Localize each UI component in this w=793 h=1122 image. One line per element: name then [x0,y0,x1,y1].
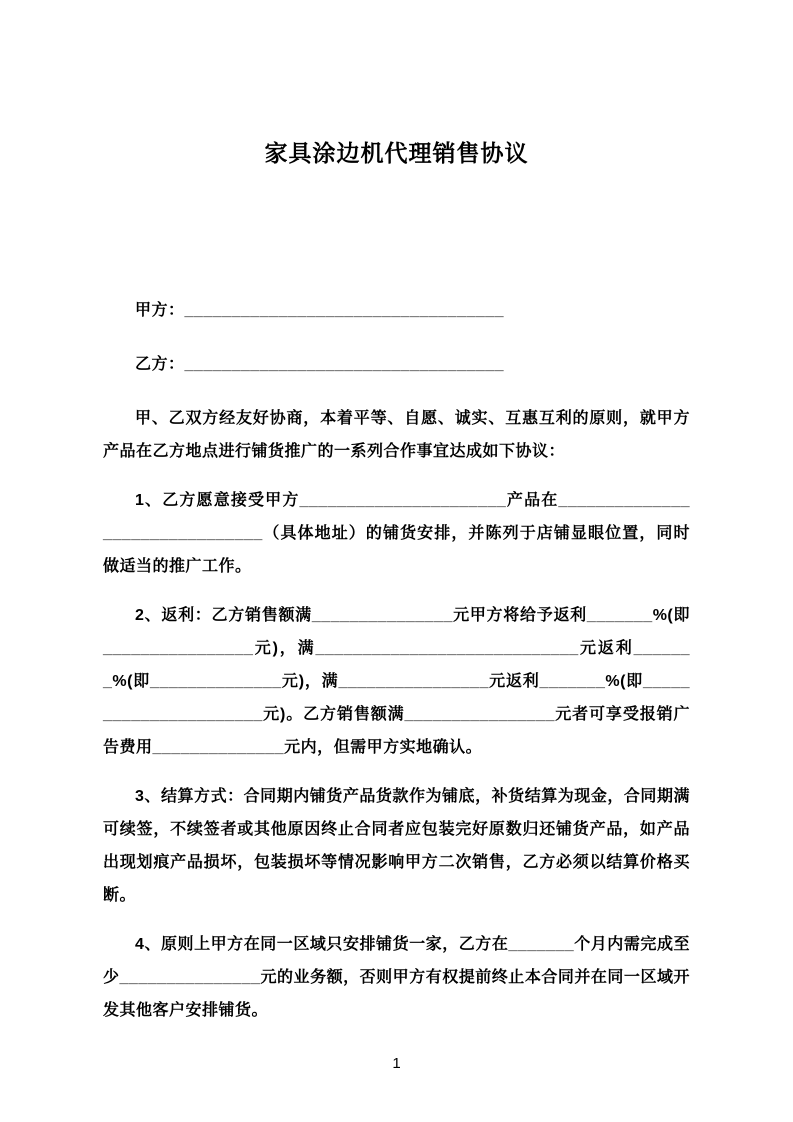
clause-1: 1、乙方愿意接受甲方______________________产品在_______________________________（具体地址）的铺货安排，并陈列于店铺显眼位置，同时做适当的推广工作。 [103,492,690,575]
clause-4: 4、原则上甲方在同一区域只安排铺货一家，乙方在_______个月内需完成至少_______________元的业务额，否则甲方有权提前终止本合同并在同一区域开发其他客户安排铺货。 [103,936,690,1019]
party-a-blank: __________________________________ [184,302,505,319]
document-title: 家具涂边机代理销售协议 [264,140,529,166]
clause-2: 2、返利：乙方销售额满_______________元甲方将给予返利_______%(即________________元)，满____________________________元返利_______%(即______________元)，满________________元返利_______%(即______________________元)。乙方销售额满________________元者可享受报销广告费用______________元内，但需甲方实地确认。 [103,607,690,756]
intro-paragraph: 甲、乙双方经友好协商，本着平等、自愿、诚实、互惠互利的原则，就甲方产品在乙方地点进行铺货推广的一系列合作事宜达成如下协议： [103,410,690,460]
party-block [103,294,690,381]
page-number: 1 [392,1055,401,1072]
party-b-line [103,348,690,381]
party-a-label: 甲方： [135,302,185,319]
party-a-line [103,294,690,327]
party-b-blank: __________________________________ [184,356,505,373]
clause-3: 3、结算方式：合同期内铺货产品货款作为铺底，补货结算为现金，合同期满可续签，不续签者或其他原因终止合同者应包装完好原数归还铺货产品，如产品出现划痕产品损坏，包装损坏等情况影响甲方二次销售，乙方必须以结算价格买断。 [103,788,690,904]
party-b-label: 乙方： [135,356,185,373]
